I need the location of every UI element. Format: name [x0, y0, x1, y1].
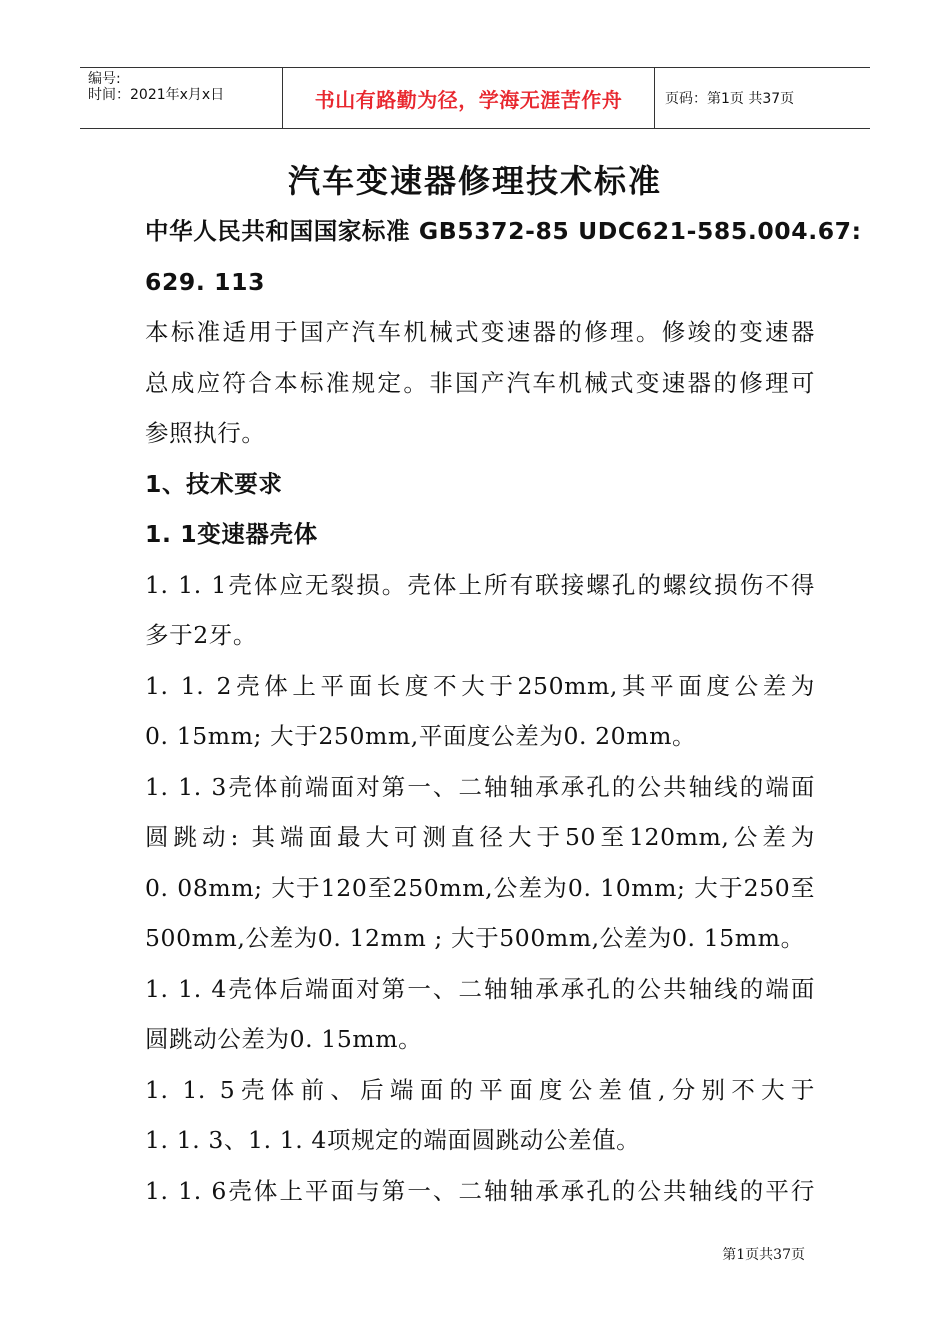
item-line: 1. 1. 5壳体前、后端面的平面度公差值,分别不大于: [145, 1075, 815, 1104]
item-line: 1. 1. 6壳体上平面与第一、二轴轴承承孔的公共轴线的平行: [145, 1176, 815, 1205]
item-line: 多于2牙。: [145, 621, 257, 649]
standard-line-2: 629. 113: [145, 267, 266, 296]
item-line: 1. 1. 3壳体前端面对第一、二轴轴承承孔的公共轴线的端面: [145, 772, 815, 801]
item-line: 0. 08mm; 大于120至250mm,公差为0. 10mm; 大于250至: [145, 873, 815, 902]
time-text: 时间：2021年x月x日: [88, 87, 225, 103]
header-page-cell: [655, 68, 870, 128]
item-line: 1. 1. 1壳体应无裂损。壳体上所有联接螺孔的螺纹损伤不得: [145, 570, 815, 599]
page-footer: 第1页共37页: [722, 1247, 805, 1263]
document-body: [145, 206, 862, 1216]
document-title: 汽车变速器修理技术标准: [287, 162, 662, 200]
item-line: 圆跳动: 其端面最大可测直径大于50至120mm,公差为: [145, 823, 815, 851]
item-line: 1. 1. 4壳体后端面对第一、二轴轴承承孔的公共轴线的端面: [145, 974, 815, 1003]
body-line: 总成应符合本标准规定。非国产汽车机械式变速器的修理可: [145, 368, 815, 397]
item-line: 1. 1. 2壳体上平面长度不大于250mm,其平面度公差为: [145, 671, 815, 700]
header-motto-cell: [282, 68, 655, 128]
body-line: 本标准适用于国产汽车机械式变速器的修理。修竣的变速器: [145, 318, 815, 346]
standard-line-1: 中华人民共和国国家标准 GB5372-85 UDC621-585.004.67:: [145, 217, 862, 245]
item-line: 500mm,公差为0. 12mm ; 大于500mm,公差为0. 15mm。: [145, 924, 805, 952]
motto-text: 书山有路勤为径，学海无涯苦作舟: [314, 87, 623, 112]
item-line: 0. 15mm; 大于250mm,平面度公差为0. 20mm。: [145, 722, 697, 750]
header-meta-cell: [80, 68, 282, 128]
item-line: 圆跳动公差为0. 15mm。: [145, 1025, 423, 1053]
body-line: 参照执行。: [145, 419, 266, 447]
page-number-text: 页码：第1页 共37页: [665, 91, 795, 107]
subsection-heading: 1. 1变速器壳体: [145, 520, 318, 548]
page-header: [80, 67, 870, 129]
code-label: 编号:: [88, 71, 121, 87]
section-heading: 1、技术要求: [145, 469, 283, 498]
item-line: 1. 1. 3、1. 1. 4项规定的端面圆跳动公差值。: [145, 1126, 641, 1154]
